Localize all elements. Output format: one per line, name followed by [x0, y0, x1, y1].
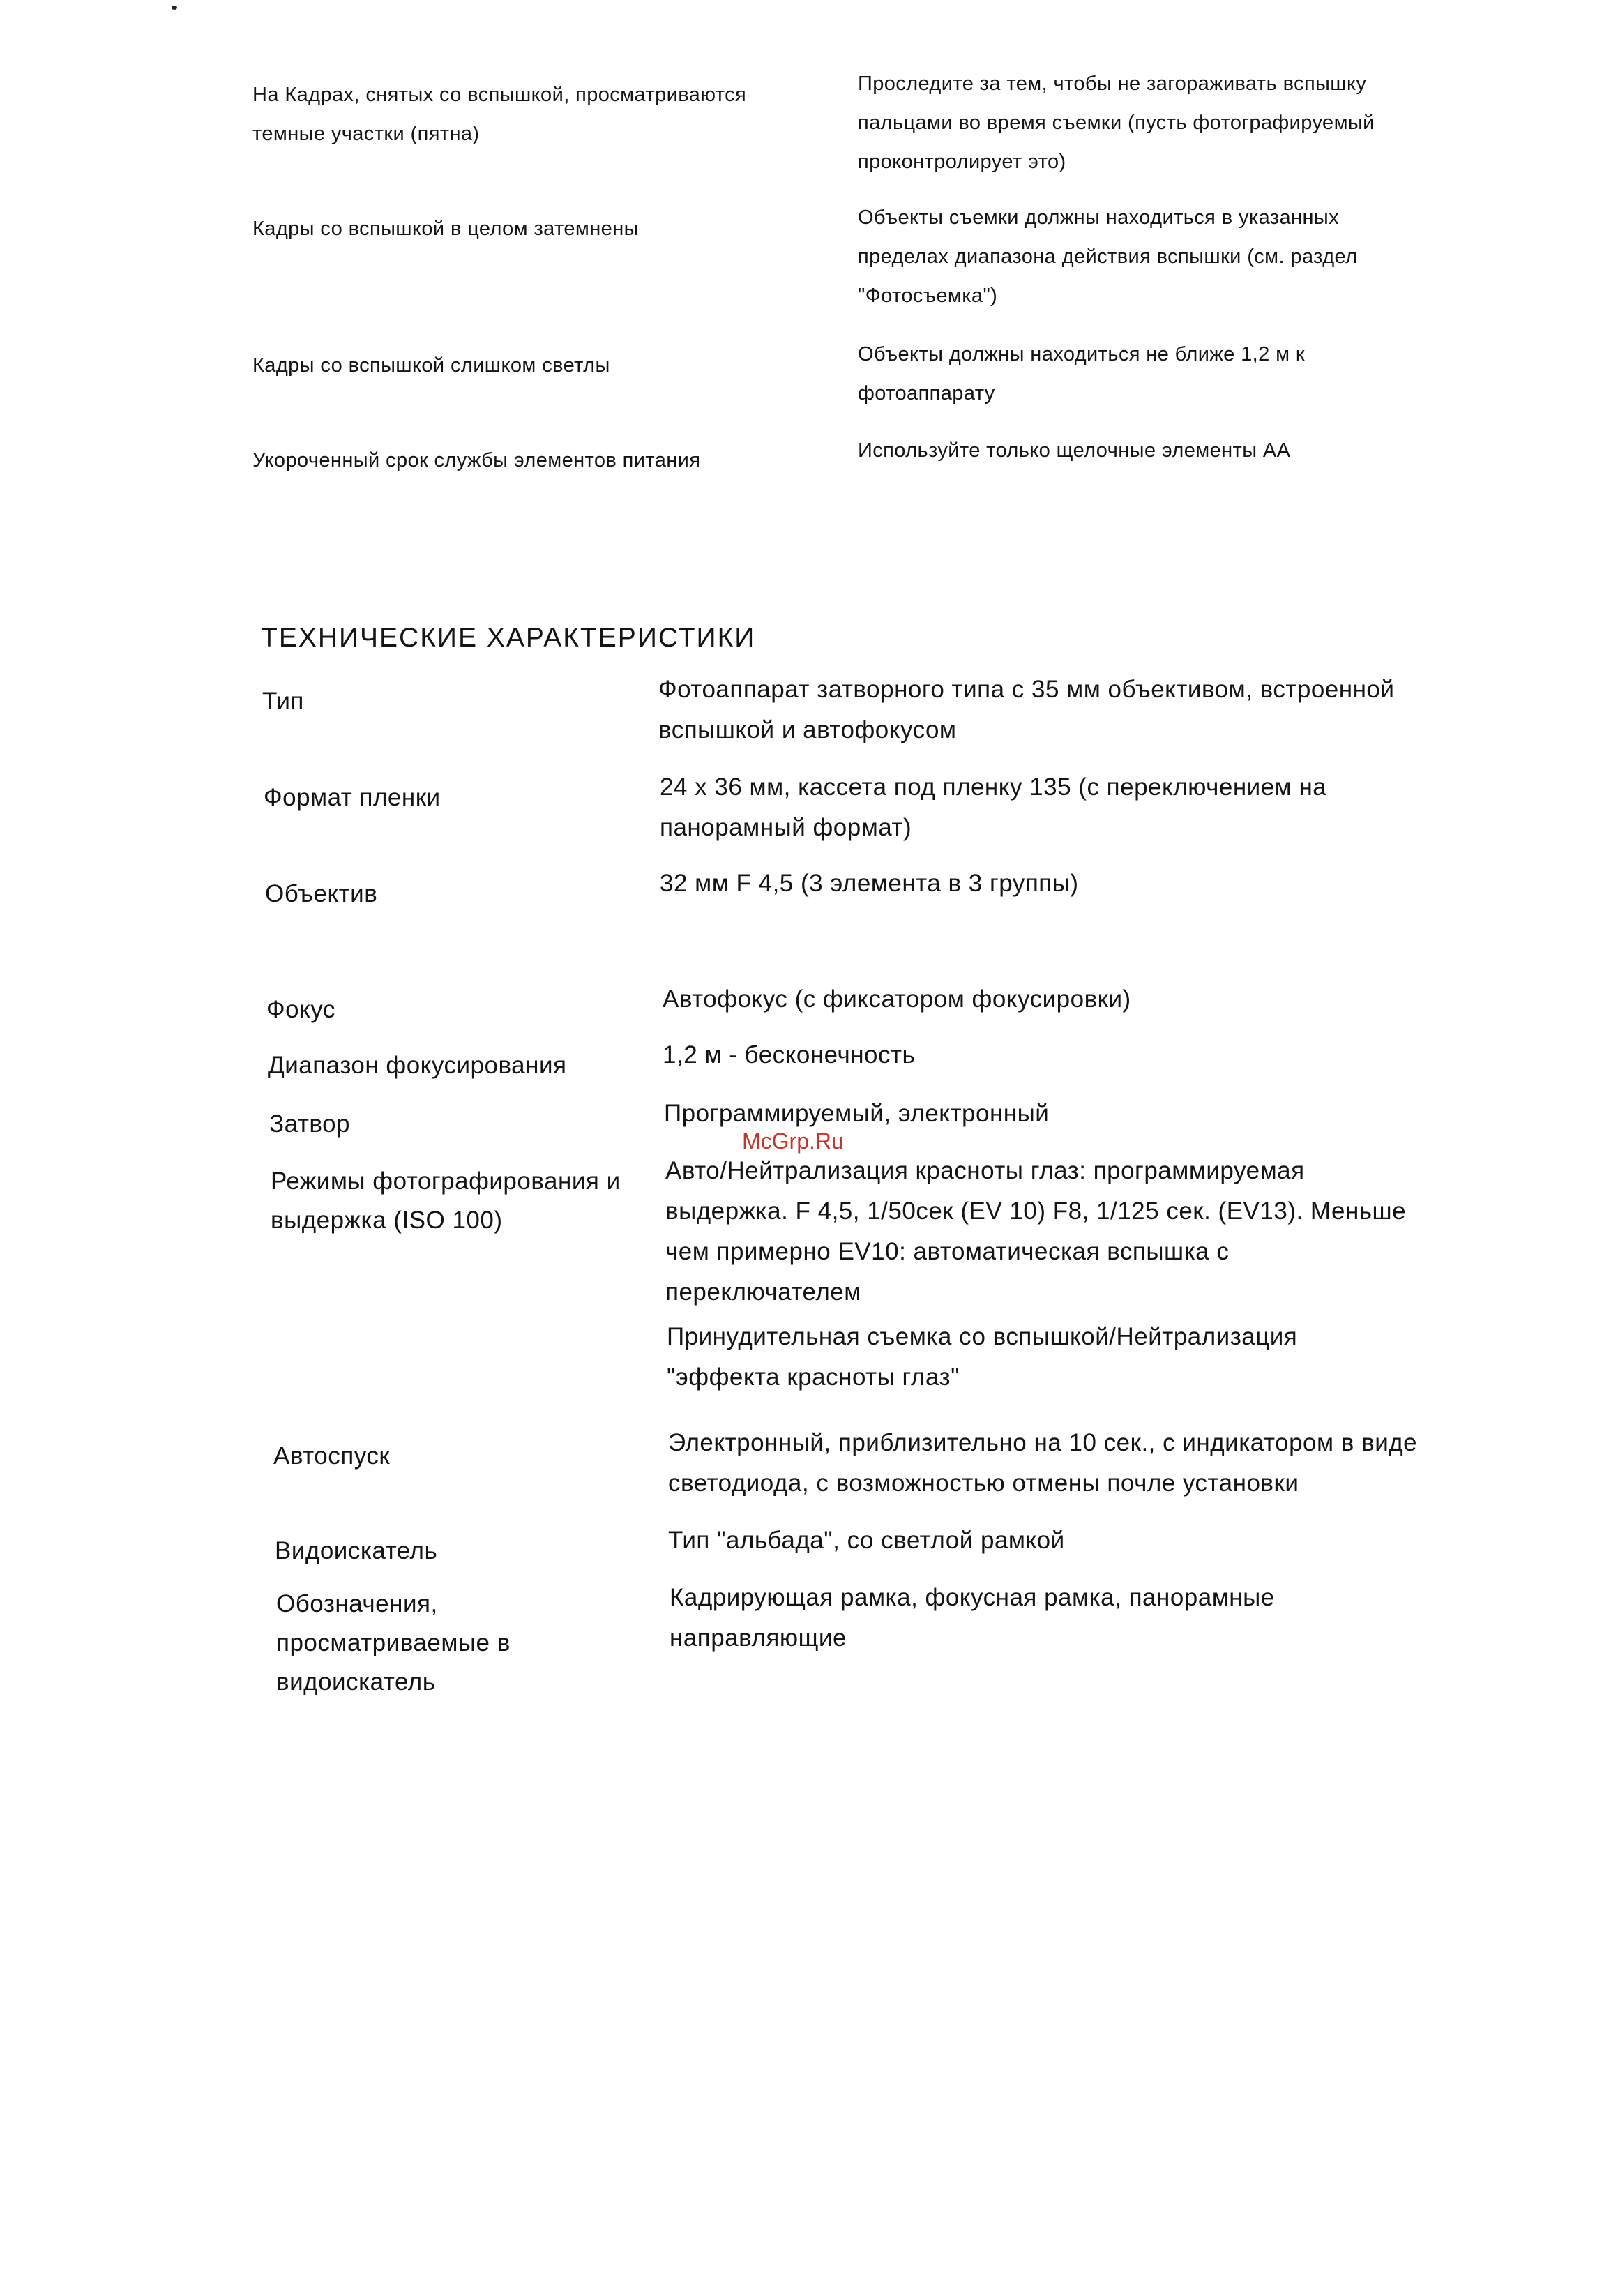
troubleshooting-solution: Объекты съемки должны находиться в указанных пределах диапазона действия вспышки (см. раздел "Фотосъемка")	[858, 206, 1358, 307]
spec-value: Принудительная съемка со вспышкой/Нейтрализация "эффекта красноты глаз"	[667, 1323, 1298, 1391]
spec-label: Объектив	[265, 880, 378, 907]
spec-value: Электронный, приблизительно на 10 сек., с индикатором в виде светодиода, с возможностью отмены почле установки	[668, 1429, 1418, 1497]
spec-value: Тип "альбада", со светлой рамкой	[668, 1527, 1065, 1554]
troubleshooting-problem: Кадры со вспышкой слишком светлы	[252, 354, 610, 377]
spec-label: Тип	[262, 688, 304, 715]
spec-label: Затвор	[269, 1110, 350, 1138]
spec-value: Кадрирующая рамка, фокусная рамка, панорамные направляющие	[670, 1584, 1275, 1652]
specs-title: ТЕХНИЧЕСКИЕ ХАРАКТЕРИСТИКИ	[261, 623, 756, 653]
spec-label: Автоспуск	[273, 1442, 391, 1470]
troubleshooting-problem: На Кадрах, снятых со вспышкой, просматриваются темные участки (пятна)	[252, 84, 747, 145]
troubleshooting-solution: Проследите за тем, чтобы не загораживать вспышку пальцами во время съемки (пусть фотографируемый проконтролирует это)	[858, 73, 1375, 173]
watermark: McGrp.Ru	[742, 1128, 844, 1154]
spec-value: 1,2 м - бесконечность	[663, 1041, 916, 1068]
spec-value: Автофокус (с фиксатором фокусировки)	[663, 985, 1131, 1013]
spec-value: 32 мм F 4,5 (3 элемента в 3 группы)	[660, 870, 1079, 897]
spec-value: Программируемый, электронный	[664, 1100, 1050, 1127]
spec-value: Авто/Нейтрализация красноты глаз: программируемая выдержка. F 4,5, 1/50сек (EV 10) F8, 1/125 сек. (EV13). Меньше чем примерно EV10: автоматическая вспышка с переключателем	[665, 1157, 1407, 1306]
troubleshooting-problem: Укороченный срок службы элементов питания	[252, 449, 701, 471]
spec-label: Видоискатель	[275, 1537, 438, 1564]
spec-label: Фокус	[266, 996, 335, 1023]
troubleshooting-problem: Кадры со вспышкой в целом затемнены	[252, 218, 639, 240]
troubleshooting-solution: Объекты должны находиться не ближе 1,2 м к фотоаппарату	[858, 343, 1305, 405]
spec-label: Режимы фотографирования и выдержка (ISO 100)	[271, 1168, 621, 1234]
spec-value: Фотоаппарат затворного типа с 35 мм объективом, встроенной вспышкой и автофокусом	[658, 676, 1395, 743]
troubleshooting-solution: Используйте только щелочные элементы АА	[858, 439, 1291, 462]
spec-label: Формат пленки	[264, 784, 441, 811]
spec-value: 24 х 36 мм, кассета под пленку 135 (с переключением на панорамный формат)	[660, 773, 1327, 841]
spec-label: Обозначения, просматриваемые в видоискатель	[276, 1590, 511, 1695]
scan-speck	[172, 6, 177, 10]
spec-label: Диапазон фокусирования	[268, 1052, 567, 1079]
